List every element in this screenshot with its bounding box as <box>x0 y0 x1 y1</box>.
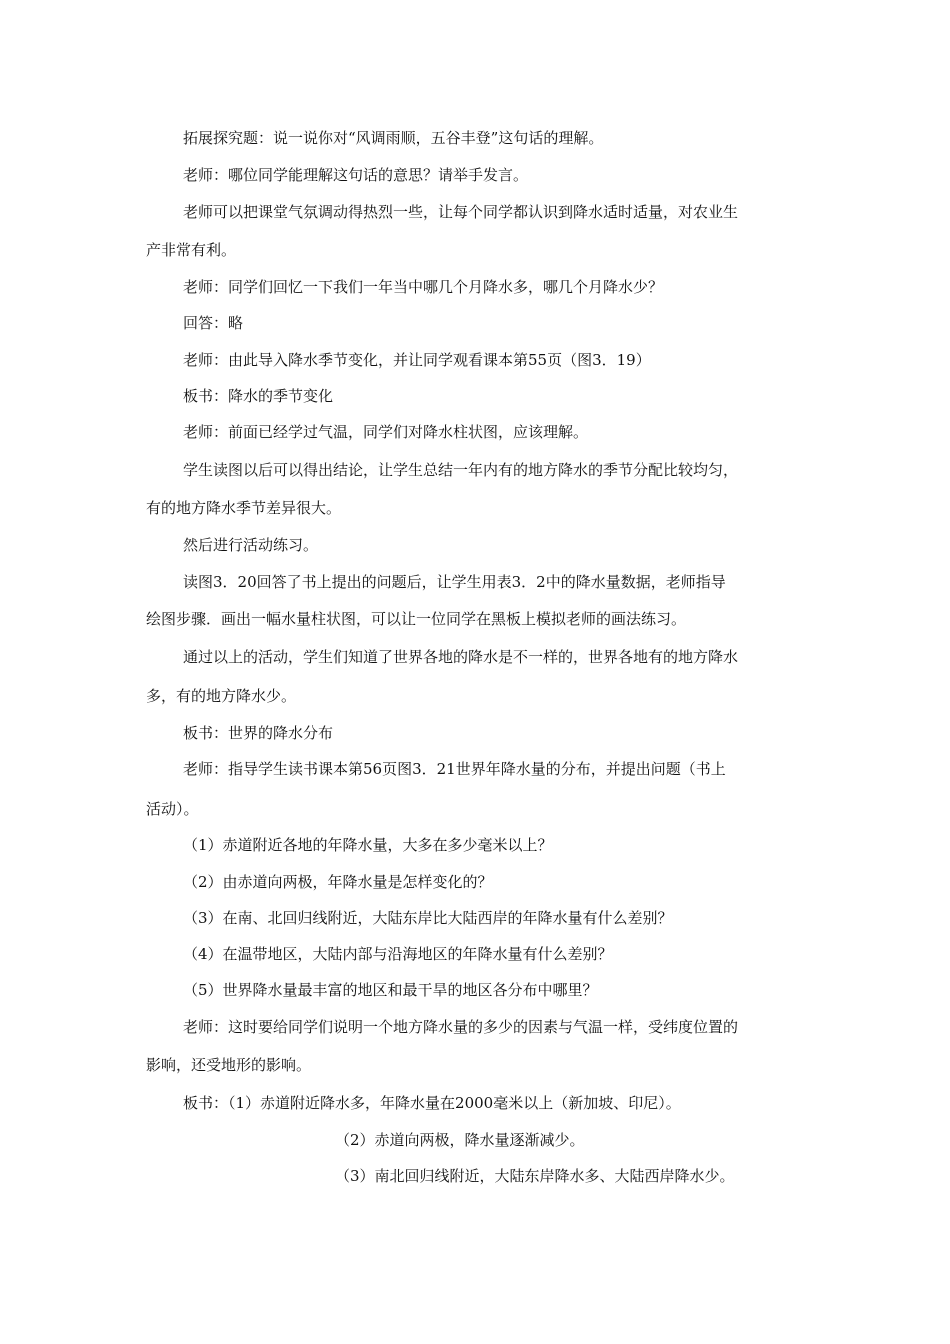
text-line-15: 通过以上的活动，学生们知道了世界各地的降水是不一样的，世界各地有的地方降水 <box>183 648 739 666</box>
text-line-14: 绘图步骤．画出一幅水量柱状图，可以让一位同学在黑板上模拟老师的画法练习。 <box>146 610 687 628</box>
text-line-13: 读图3．20回答了书上提出的问题后，让学生用表3．2中的降水量数据，老师指导 <box>183 573 726 591</box>
text-line-23: （4）在温带地区，大陆内部与沿海地区的年降水量有什么差别？ <box>183 945 613 963</box>
text-line-11: 有的地方降水季节差异很大。 <box>146 499 342 517</box>
text-line-8: 板书：降水的季节变化 <box>183 387 334 405</box>
text-line-1: 拓展探究题：说一说你对“风调雨顺，五谷丰登”这句话的理解。 <box>183 129 604 147</box>
text-line-29: （3）南北回归线附近，大陆东岸降水多、大陆西岸降水少。 <box>335 1167 735 1185</box>
text-line-10: 学生读图以后可以得出结论，让学生总结一年内有的地方降水的季节分配比较均匀， <box>183 461 739 479</box>
text-line-7: 老师：由此导入降水季节变化，并让同学观看课本第55页（图3．19） <box>183 351 651 369</box>
text-line-21: （2）由赤道向两极，年降水量是怎样变化的？ <box>183 873 493 891</box>
text-line-26: 影响，还受地形的影响。 <box>146 1056 312 1074</box>
text-line-22: （3）在南、北回归线附近，大陆东岸比大陆西岸的年降水量有什么差别？ <box>183 909 673 927</box>
text-line-6: 回答：略 <box>183 314 244 332</box>
text-line-24: （5）世界降水量最丰富的地区和最干旱的地区各分布中哪里？ <box>183 981 598 999</box>
text-line-20: （1）赤道附近各地的年降水量，大多在多少毫米以上？ <box>183 836 553 854</box>
text-line-3: 老师可以把课堂气氛调动得热烈一些，让每个同学都认识到降水适时适量，对农业生 <box>183 203 739 221</box>
text-line-5: 老师：同学们回忆一下我们一年当中哪几个月降水多，哪几个月降水少？ <box>183 278 664 296</box>
text-line-27: 板书：（1）赤道附近降水多，年降水量在2000毫米以上（新加坡、印尼）。 <box>183 1094 681 1112</box>
text-line-19: 活动）。 <box>146 800 199 818</box>
text-line-18: 老师：指导学生读书课本第56页图3．21世界年降水量的分布，并提出问题（书上 <box>183 760 726 778</box>
text-line-2: 老师：哪位同学能理解这句话的意思？请举手发言。 <box>183 166 529 184</box>
text-line-12: 然后进行活动练习。 <box>183 536 319 554</box>
text-line-9: 老师：前面已经学过气温，同学们对降水柱状图，应该理解。 <box>183 423 589 441</box>
text-line-4: 产非常有利。 <box>146 241 237 259</box>
text-line-17: 板书：世界的降水分布 <box>183 724 334 742</box>
text-line-16: 多，有的地方降水少。 <box>146 687 297 705</box>
text-line-25: 老师：这时要给同学们说明一个地方降水量的多少的因素与气温一样，受纬度位置的 <box>183 1018 739 1036</box>
text-line-28: （2）赤道向两极，降水量逐渐减少。 <box>335 1131 585 1149</box>
